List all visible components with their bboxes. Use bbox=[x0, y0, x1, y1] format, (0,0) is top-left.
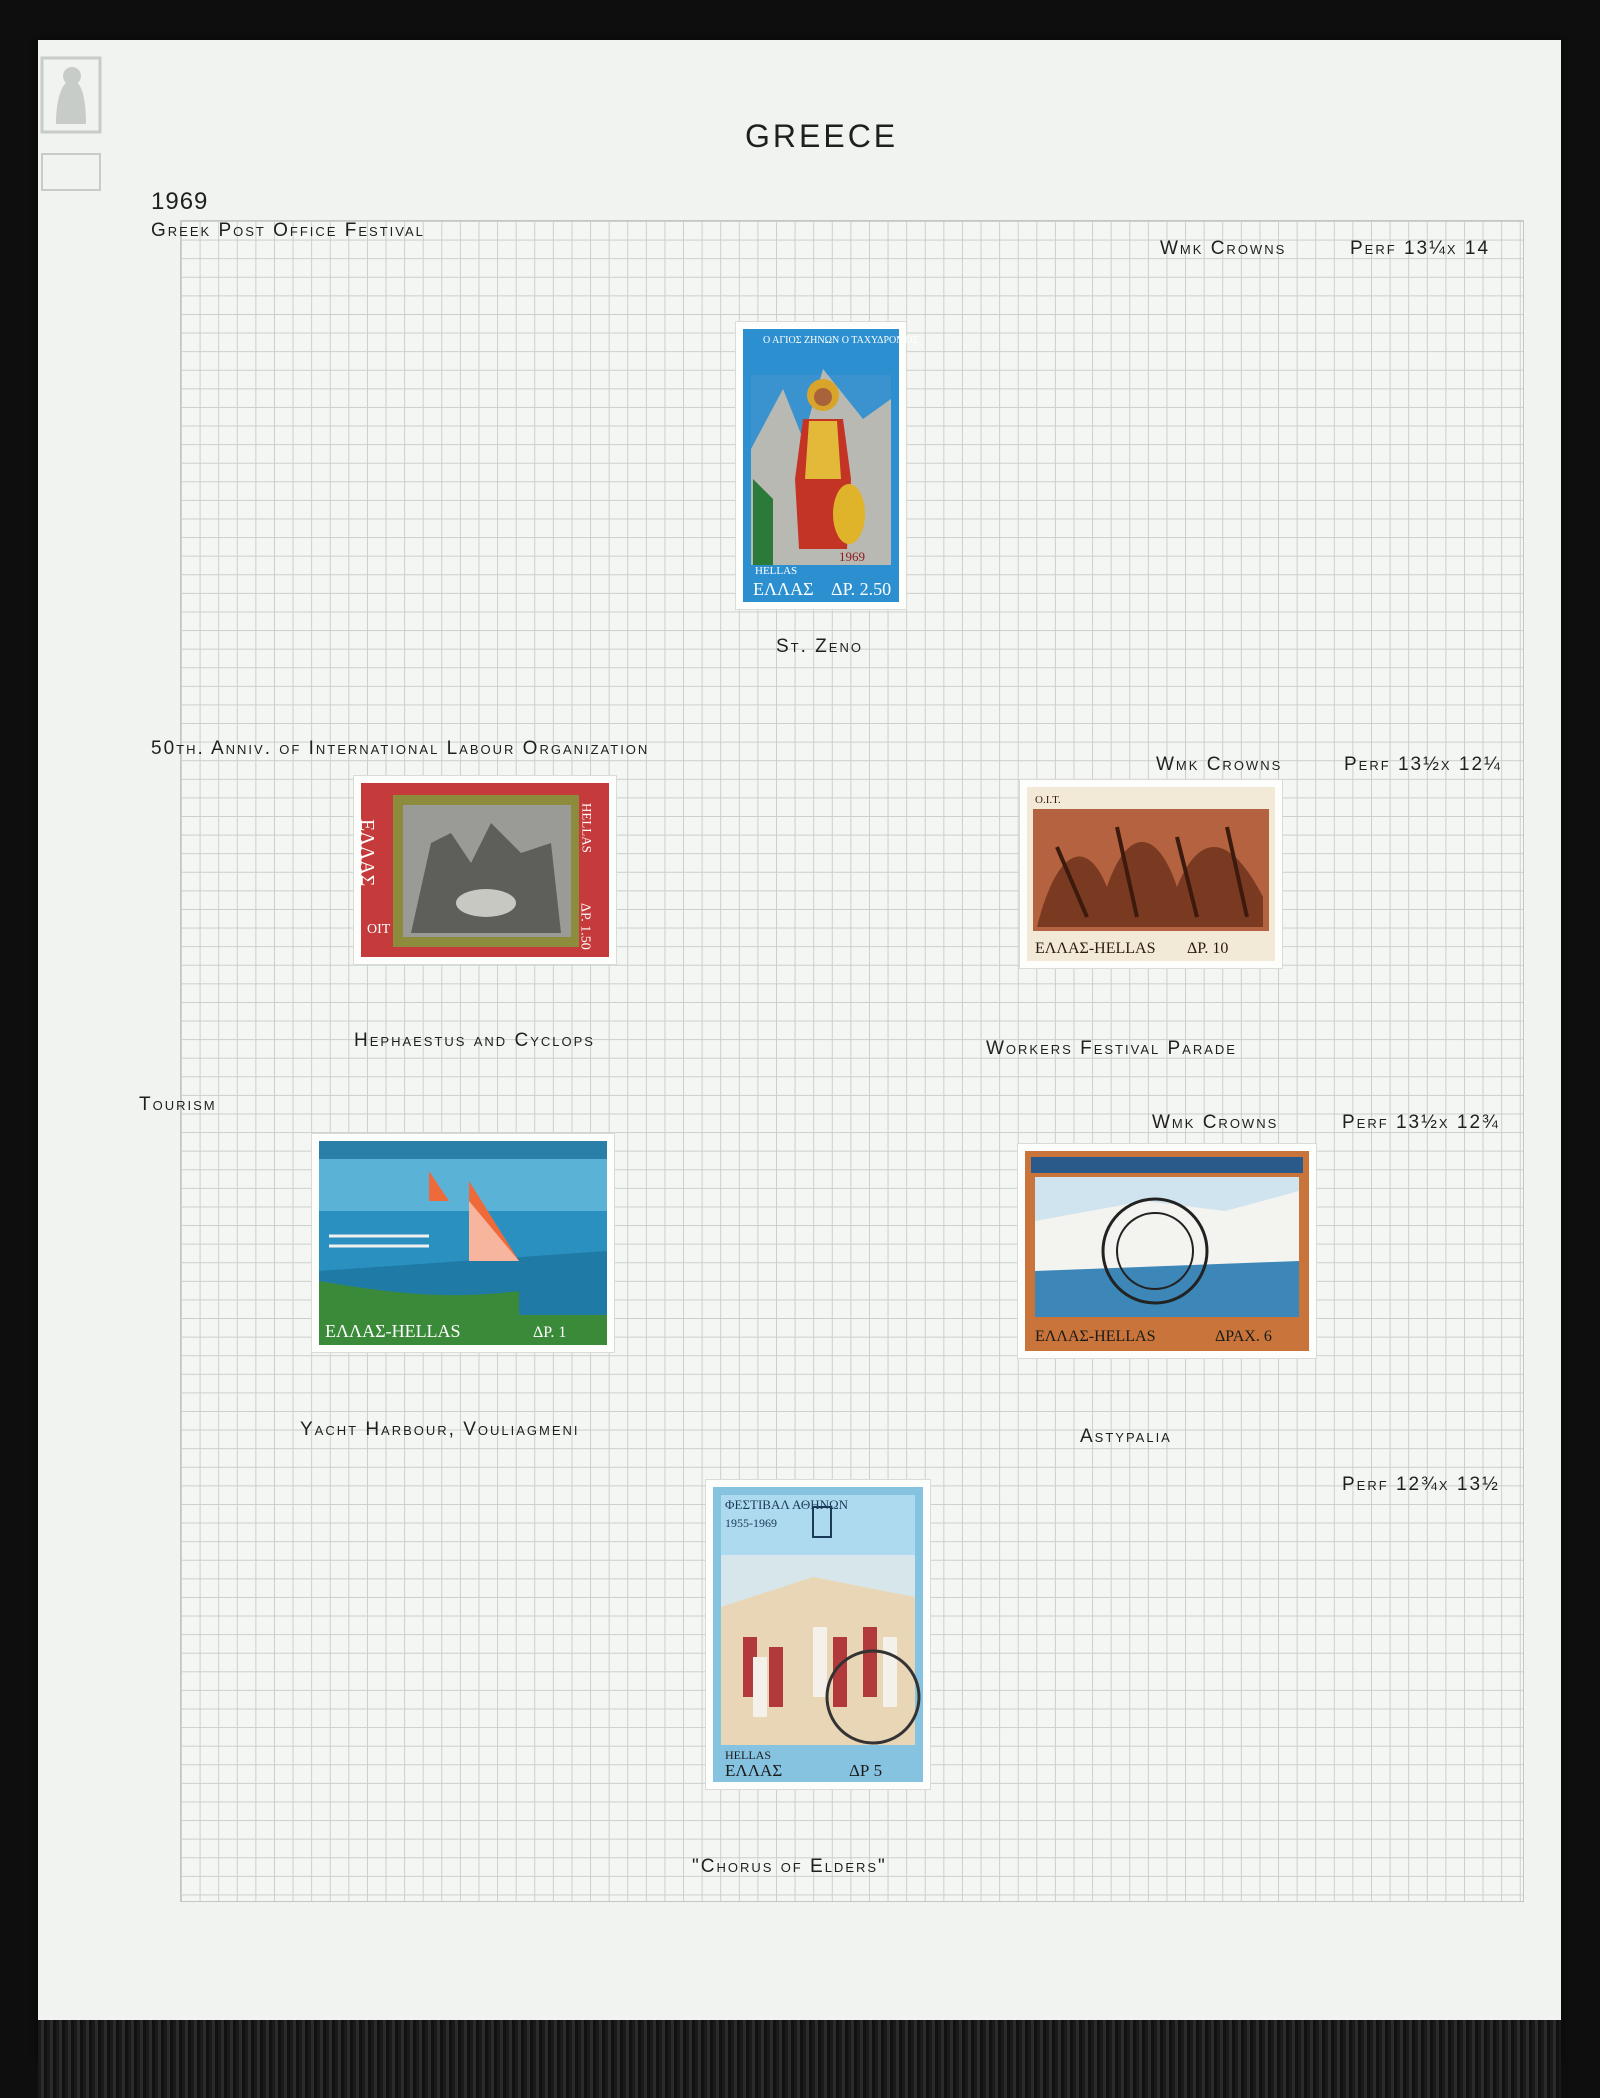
album-page bbox=[38, 40, 1561, 2060]
stamp-top-text: ΦΕΣΤΙΒΑΛ ΑΘΗΝΩΝ bbox=[725, 1497, 849, 1512]
stamp-country-text: ΕΛΛΑΣ bbox=[356, 819, 378, 887]
watermark-label: Wmk Crowns bbox=[1156, 754, 1283, 775]
section-title-post-office-festival: Greek Post Office Festival bbox=[151, 220, 425, 241]
stamp-astypalia bbox=[1018, 1144, 1316, 1358]
stamp-caption: Astypalia bbox=[1080, 1426, 1172, 1447]
stamp-top-text: Ο.Ι.Τ. bbox=[1035, 794, 1061, 806]
stamp-yacht-harbour bbox=[312, 1134, 614, 1352]
stamp-year-mark: 1955-1969 bbox=[725, 1516, 777, 1530]
stamp-caption: Hephaestus and Cyclops bbox=[354, 1030, 595, 1051]
perf-label: Perf 13½x 12¼ bbox=[1344, 754, 1502, 775]
stamp-hephaestus bbox=[354, 776, 616, 964]
stamp-top-text: Ο ΑΓΙΟΣ ΖΗΝΩΝ Ο ΤΑΧΥΔΡΟΜΟΣ bbox=[763, 335, 919, 346]
stamp-country-text: ΕΛΛΑΣ-HELLAS bbox=[1035, 940, 1156, 957]
stamp-alt-country: HELLAS bbox=[725, 1748, 771, 1762]
album-emblem-icon bbox=[38, 54, 104, 204]
stamp-caption: Workers Festival Parade bbox=[986, 1038, 1237, 1059]
year-label: 1969 bbox=[151, 188, 209, 215]
stamp-alt-country: HELLAS bbox=[755, 565, 798, 577]
stamp-year-mark: 1969 bbox=[839, 549, 865, 564]
stamp-value-text: ΔΡ. 2.50 bbox=[831, 579, 892, 599]
stamp-country-text: ΕΛΛΑΣ-HELLAS bbox=[1035, 1328, 1156, 1345]
stamp-value-text: ΔΡ. 1.50 bbox=[577, 903, 593, 950]
watermark-label: Wmk Crowns bbox=[1152, 1112, 1279, 1133]
stamp-value-text: ΔΡ. 10 bbox=[1187, 940, 1229, 957]
stamp-alt-country: HELLAS bbox=[579, 803, 595, 853]
stamp-value-text: ΔΡ. 1 bbox=[533, 1324, 567, 1341]
stamp-side-text: ΟΙΤ bbox=[367, 922, 391, 937]
section-title-ilo: 50th. Anniv. of International Labour Organization bbox=[151, 738, 650, 759]
perf-label: Perf 13¼x 14 bbox=[1350, 238, 1491, 259]
stamp-value-text: ΔΡ 5 bbox=[849, 1761, 883, 1780]
country-heading: GREECE bbox=[745, 118, 899, 154]
stamp-chorus-of-elders bbox=[706, 1480, 930, 1789]
section-title-tourism: Tourism bbox=[139, 1094, 217, 1115]
stamp-country-text: ΕΛΛΑΣ bbox=[725, 1761, 783, 1780]
stamp-caption: St. Zeno bbox=[776, 636, 863, 657]
binder-edge bbox=[38, 2020, 1561, 2098]
perf-label: Perf 13½x 12¾ bbox=[1342, 1112, 1500, 1133]
stamp-workers-parade bbox=[1020, 780, 1282, 968]
stamp-country-text: ΕΛΛΑΣ-HELLAS bbox=[325, 1321, 461, 1341]
stamp-value-text: ΔΡΑΧ. 6 bbox=[1215, 1328, 1272, 1345]
perf-label: Perf 12¾x 13½ bbox=[1342, 1474, 1500, 1495]
stamp-caption: Yacht Harbour, Vouliagmeni bbox=[300, 1419, 580, 1440]
stamp-st-zeno bbox=[736, 322, 919, 609]
stamp-country-text: ΕΛΛΑΣ bbox=[753, 579, 814, 599]
watermark-label: Wmk Crowns bbox=[1160, 238, 1287, 259]
stamp-caption: "Chorus of Elders" bbox=[692, 1856, 887, 1877]
